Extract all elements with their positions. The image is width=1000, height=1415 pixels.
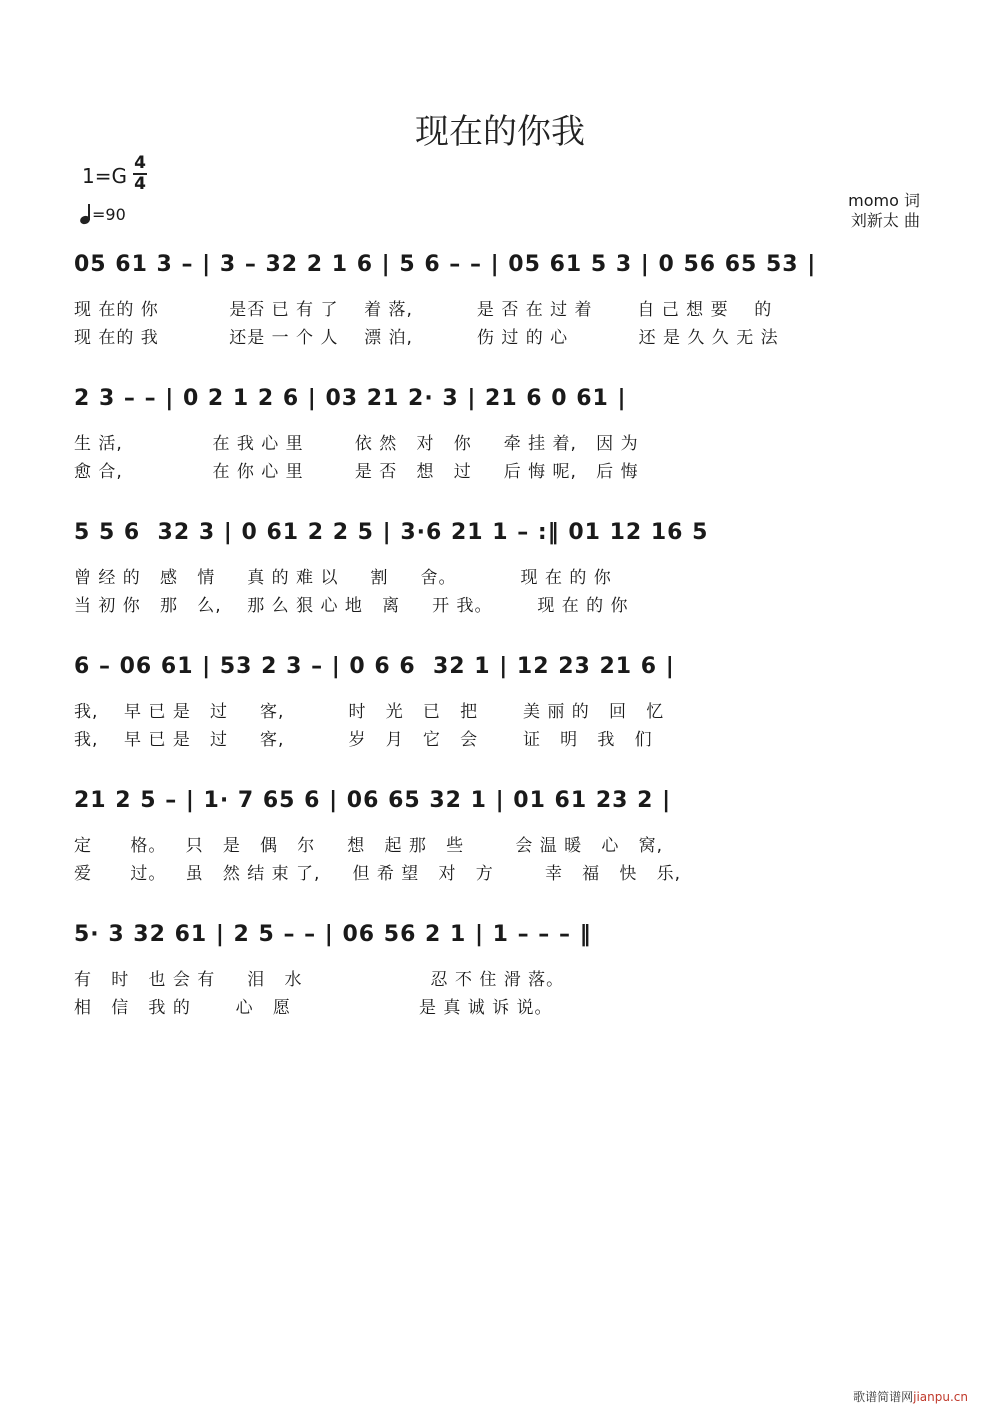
lyrics-verse-1: 定 格。 只 是 偶 尔 想 起 那 些 会 温 暖 心 窝, — [74, 836, 663, 856]
notation-line: 05 61 3 – | 3 – 32 2 1 6 | 5 6 – – | 05 61 5 3 | 0 56 65 53 | — [74, 252, 817, 277]
notation-line: 2 3 – – | 0 2 1 2 6 | 03 21 2· 3 | 21 6 0 61 | — [74, 386, 627, 411]
notation-line: 5· 3 32 61 | 2 5 – – | 06 56 2 1 | 1 – – – ‖ — [74, 922, 592, 947]
watermark — [853, 1388, 968, 1405]
lyrics-verse-2: 相 信 我 的 心 愿 是 真 诚 诉 说。 — [74, 998, 553, 1018]
lyrics-verse-2: 当 初 你 那 么, 那 么 狠 心 地 离 开 我。 现 在 的 你 — [74, 596, 629, 616]
page-title: 现在的你我 — [415, 112, 585, 152]
tempo-value: =90 — [92, 205, 126, 224]
lyricist-credit: momo 词 — [848, 191, 920, 210]
lyrics-verse-2: 愈 合, 在 你 心 里 是 否 想 过 后 悔 呢, 后 悔 — [74, 462, 639, 482]
lyrics-verse-1: 生 活, 在 我 心 里 依 然 对 你 牵 挂 着, 因 为 — [74, 434, 639, 454]
watermark-site: jianpu.cn — [913, 1390, 968, 1404]
lyrics-verse-1: 有 时 也 会 有 泪 水 忍 不 住 滑 落。 — [74, 970, 565, 990]
lyrics-verse-2: 我, 早 已 是 过 客, 岁 月 它 会 证 明 我 们 — [74, 730, 653, 750]
lyrics-verse-1: 曾 经 的 感 情 真 的 难 以 割 舍。 现 在 的 你 — [74, 568, 612, 588]
lyrics-verse-2: 现 在的 我 还是 一 个 人 漂 泊, 伤 过 的 心 还 是 久 久 无 法 — [74, 328, 779, 348]
time-signature — [133, 154, 147, 194]
notation-line: 6 – 06 61 | 53 2 3 – | 0 6 6 32 1 | 12 23 21 6 | — [74, 654, 675, 679]
quarter-note-icon — [80, 204, 92, 224]
composer-credit: 刘新太 曲 — [850, 211, 920, 230]
lyrics-verse-2: 爱 过。 虽 然 结 束 了, 但 希 望 对 方 幸 福 快 乐, — [74, 864, 681, 884]
watermark-label: 歌谱简谱网 — [853, 1390, 914, 1404]
time-signature-top: 4 — [134, 153, 146, 173]
lyrics-verse-1: 现 在的 你 是否 已 有 了 着 落, 是 否 在 过 着 自 己 想 要 的 — [74, 300, 773, 320]
notation-line: 5 5 6 32 3 | 0 61 2 2 5 | 3·6 21 1 – :‖ 01 12 16 5 — [74, 520, 709, 545]
key-signature: 1=G — [82, 164, 127, 188]
tempo-marking — [80, 204, 126, 224]
time-signature-bottom: 4 — [134, 174, 146, 194]
lyrics-verse-1: 我, 早 已 是 过 客, 时 光 已 把 美 丽 的 回 忆 — [74, 702, 665, 722]
notation-line: 21 2 5 – | 1· 7 65 6 | 06 65 32 1 | 01 61 23 2 | — [74, 788, 672, 813]
